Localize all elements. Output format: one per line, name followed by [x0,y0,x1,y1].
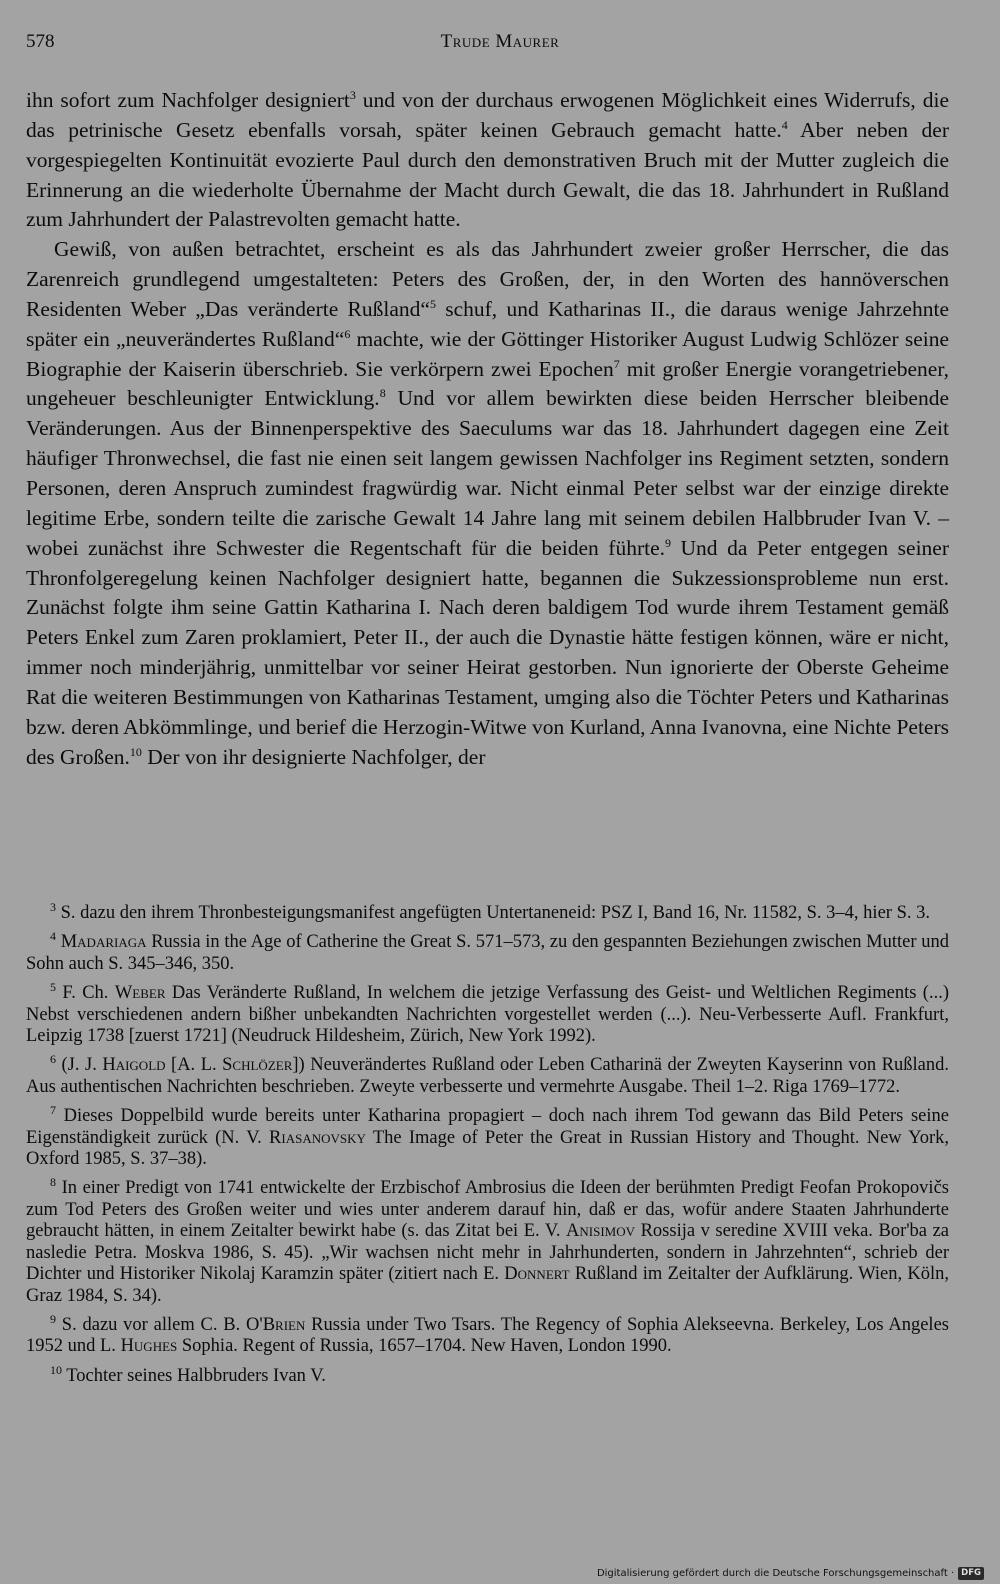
footnote-10: $^{10}$ Tochter seines Halbbruders Ivan V. [50,1362,326,1386]
footnote-ref-4[interactable]: 4 [781,117,788,132]
footnote-9: $^9$ S. dazu vor allem C. B. O'Brien Russia under Two Tsars. The Regency of Sophia Alekseevna. Berkeley, Los Angeles 1952 und L. Hughes Sophia. Regent of Russia, 1657–1704. New Haven, London 1990. [26,1311,949,1357]
footnote-ref-10[interactable]: 10 [129,744,142,759]
footnote-ref-5[interactable]: 5 [429,296,436,311]
footnote-ref-9[interactable]: 9 [665,535,672,550]
running-head: Trude Maurer [440,31,560,52]
paragraph-1: ihn sofort zum Nachfolger designiert$^3$ und von der durchaus erwogenen Möglichkeit eines Widerrufs, die das petrinische Gesetz ebenfalls vorsah, später keinen Gebrauch gemacht hatte.$^4$ Aber neben der vorgespiegelten Kontinuität evozierte Paul durch den demonstrativen Bruch mit der Mutter zugleich die Erinnerung an die wiederholte Übernahme der Macht durch Gewalt, die das 18. Jahrhundert in Rußland zum Jahrhundert der Palastrevolten gemacht hatte. [26,87,949,232]
footnote-4: $^4$ Madariaga Russia in the Age of Catherine the Great S. 571–573, zu den gespannten Beziehungen zwischen Mutter und Sohn auch S. 345–346, 350. [26,929,949,974]
footnote-8: $^8$ In einer Predigt von 1741 entwickelte der Erzbischof Ambrosius die Ideen der berühmten Predigt Feofan Prokopovičs zum Tod Peters des Großen weiter und wies unter anderem darauf hin, daß er das, wofür andere Staaten Jahrhunderte gebraucht hätten, in einem Zeitalter bewirkt habe (s. das Zitat bei E. V. Anisimov Rossija v seredine XVIII veka. Bor'ba za nasledie Petra. Moskva 1986, S. 45). „Wir wachsen nicht mehr in Jahrhunderten, sondern in Jahrzehnten“, schrieb der Dichter und Historiker Nikolaj Karamzin später (zitiert nach E. Donnert Rußland im Zeitalter der Aufklärung. Wien, Köln, Graz 1984, S. 34). [26,1175,950,1306]
paragraph-2: Gewiß, von außen betrachtet, erscheint es als das Jahrhundert zweier großer Herrscher, die das Zarenreich grundlegend umgestalteten: Peters des Großen, der, in den Worten des hannöverschen Residenten Weber „Das veränderte Rußland“$^5$ schuf, und Katharinas II., die daraus wenige Jahrzehnte später ein „neuverändertes Rußland“$^6$ machte, wie der Göttinger Historiker August Ludwig Schlözer seine Biographie der Kaiserin überschrieb. Sie verkörpern zwei Epochen$^7$ mit großer Energie vorangetriebener, ungeheuer beschleunigter Entwicklung.$^8$ Und vor allem bewirkten diese beiden Herrscher bleibende Veränderungen. Aus der Binnenperspektive des Saeculums war das 18. Jahrhundert dagegen eine Zeit häufiger Thronwechsel, die fast nie einen seit langem gewissen Nachfolger ins Regiment setzten, sondern Personen, deren Anspruch zumindest fragwürdig war. Nicht einmal Peter selbst war der einzige direkte legitime Erbe, sondern teilte die zarische Gewalt 14 Jahre lang mit seinem debilen Halbbruder Ivan V. – wobei zunächst ihre Schwester die Regentschaft für die beiden führte.$^9$ Und da Peter entgegen seiner Thronfolgeregelung keinen Nachfolger designiert hatte, begannen die Sukzessionsprobleme nun erst. Zunächst folgte ihm seine Gattin Katharina I. Nach deren baldigem Tod wurde ihrem Testament gemäß Peters Enkel zum Zaren proklamiert, Peter II., der auch die Dynastie hätte festigen können, wäre er nicht, immer noch minderjährig, unmittelbar vor seiner Heirat gestorben. Nun ignorierte der Oberste Geheime Rat die weiteren Bestimmungen von Katharinas Testament, umging also die Töchter Peters und Katharinas bzw. deren Abkömmlinge, und berief die Herzogin-Witwe von Kurland, Anna Ivanovna, eine Nichte Peters des Großen.$^{10}$ Der von ihr designierte Nachfolger, der [26,237,950,769]
footnote-7: $^7$ Dieses Doppelbild wurde bereits unter Katharina propagiert – doch nach ihrem Tod gewann das Bild Peters seine Eigenständigkeit zurück (N. V. Riasanovsky The Image of Peter the Great in Russian History and Thought. New York, Oxford 1985, S. 37–38). [26,1103,950,1170]
footnote-ref-6[interactable]: 6 [344,326,351,341]
page-header [26,30,974,58]
credit-text: Digitalisierung gefördert durch die Deutsche Forschungsgemeinschaft · [596,1567,955,1579]
page-number: 578 [26,31,55,52]
footnote-5: $^5$ F. Ch. Weber Das Veränderte Rußland, In welchem die jetzige Verfassung des Geist- und Weltlichen Regiments (...) Nebst verschiedenen andern bißher unbekandten Nachrichten vorgestellet werden (...). Neu-Verbesserte Aufl. Frankfurt, Leipzig 1738 [zuerst 1721] (Neudruck Hildesheim, Zürich, New York 1992). [26,980,949,1047]
footnote-3: $^3$ S. dazu den ihrem Thronbesteigungsmanifest angefügten Untertaneneid: PSZ I, Band 16, Nr. 11582, S. 3–4, hier S. 3. [50,899,930,923]
digitization-credit [597,1566,984,1580]
body-text [26,86,949,772]
footnote-6: $^6$ (J. J. Haigold [A. L. Schlözer]) Neuverändertes Rußland oder Leben Catharinä der Zweyten Kayserinn von Rußland. Aus authentischen Nachrichten beschrieben. Zweyte verbesserte und vermehrte Ausgabe. Theil 1–2. Riga 1769–1772. [26,1052,950,1097]
footnotes [26,899,950,1395]
dfg-logo: DFG [958,1567,984,1580]
footnote-ref-3[interactable]: 3 [349,87,356,102]
footnote-ref-8[interactable]: 8 [379,386,386,401]
footnote-ref-7[interactable]: 7 [613,356,620,371]
